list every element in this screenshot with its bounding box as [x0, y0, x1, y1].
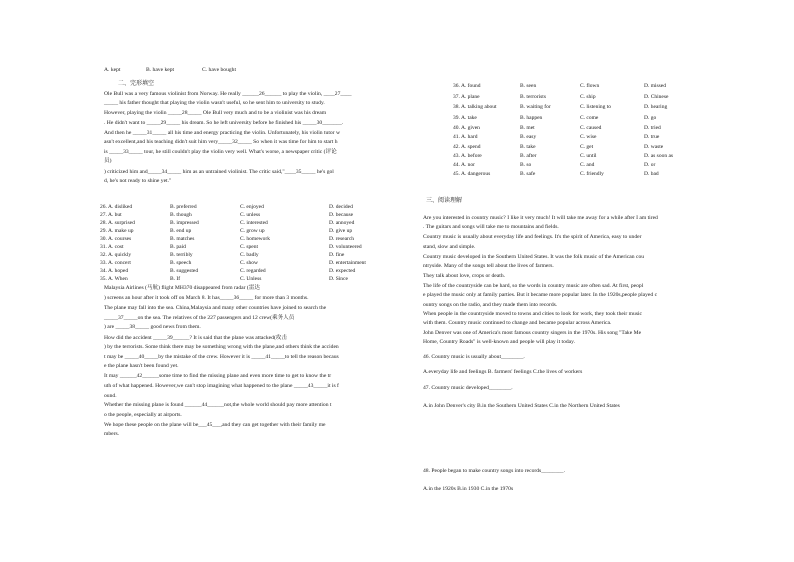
option-d: D. give up	[329, 228, 353, 234]
option-d: D. tried	[644, 125, 661, 131]
passage-line: The plane may fall into the sea. China,Malaysia and many other countries have joined to search the	[104, 305, 327, 311]
option-b: B. take	[520, 144, 536, 150]
passage-line: Home, Country Roads" is well-known and people will play it today.	[423, 339, 575, 345]
question-46: 46. Country music is usually about________.	[423, 354, 525, 360]
option-number: 27. A. but	[100, 212, 122, 218]
passage-line: mbers.	[104, 431, 120, 437]
option-c: C. wise	[580, 134, 597, 140]
passage-line: ) screens an hour after it took off on March 8. It has_____36_____ for more than 3 months.	[104, 295, 309, 301]
option-b: B. suggested	[170, 268, 199, 274]
option-d: D. fine	[329, 252, 345, 258]
passage-line: ountry songs on the radio, and they made them into records.	[423, 302, 558, 308]
passage-line: How did the accident _____39______? It is said that the plane was attacked(攻击	[104, 335, 287, 341]
option-number: 38. A. talking about	[453, 104, 497, 110]
option-b: B. waiting for	[520, 104, 551, 110]
option-row	[100, 204, 404, 211]
option-row	[100, 212, 404, 219]
option-d: D. or	[644, 162, 656, 168]
option-b: B. met	[520, 125, 535, 131]
passage-line: Whether the missing plane is found ______44______not,the whole world should pay more attention t	[104, 402, 332, 408]
passage-line: John Denver was one of America's most famous country singers in the 1970s. His song "Take Me	[423, 330, 642, 336]
option-row	[100, 276, 404, 283]
left-column	[100, 0, 404, 562]
option-number: 39. A. take	[453, 115, 477, 121]
passage-line: Country music is usually about everyday life and feelings. It's the spirit of America, easy to under	[423, 234, 642, 240]
option-row	[453, 125, 703, 132]
option-row	[453, 83, 703, 90]
option-d: D. Since	[329, 276, 348, 282]
option-b: B. impressed	[170, 220, 199, 226]
option-b: B. have kept	[146, 67, 175, 73]
option-c: C. badly	[240, 252, 259, 258]
option-d: D. hearing	[644, 104, 668, 110]
passage-line: t may be _____40_____by the mistake of the crew. However it is _____41_____to tell the reason becaus	[104, 354, 339, 360]
option-c: C. enjoyed	[240, 204, 264, 210]
passage-line: ) are _____38_____ good news from them.	[104, 324, 201, 330]
option-number: 45. A. dangerous	[453, 171, 491, 177]
option-b: B. easy	[520, 134, 537, 140]
section-title-reading: 三、阅读理解	[426, 198, 463, 204]
option-d: D. bad	[644, 171, 659, 177]
passage-line: ) by the terrorists. Some think there may be something wrong with the plane,and others think the acciden	[104, 344, 339, 350]
option-row	[100, 220, 404, 227]
option-d: D. as soon as	[644, 153, 674, 159]
option-d: D. Chinese	[644, 94, 669, 100]
option-c: C. interested	[240, 220, 268, 226]
option-row	[453, 171, 703, 178]
passage-line: asn't excellent,and his teaching didn't suit him very_____32_____ So when it was time for him to start h	[104, 139, 338, 145]
option-d: D. research	[329, 236, 355, 242]
option-c: C. regarded	[240, 268, 266, 274]
option-b: B. terrorists	[520, 94, 546, 100]
question-48-options: A.in the 1920s B.in 1930 C.in the 1970s	[423, 486, 514, 492]
option-row	[100, 268, 404, 275]
passage-line: . The guitars and songs will take me to mountains and fields.	[423, 224, 559, 230]
option-row	[100, 244, 404, 251]
option-c: C. come	[580, 115, 599, 121]
option-number: 34. A. hoped	[100, 268, 129, 274]
option-c: C. spent	[240, 244, 259, 250]
option-d: D. decided	[329, 204, 353, 210]
passage-line: ound.	[104, 393, 117, 399]
option-c: C. caused	[580, 125, 602, 131]
option-row	[453, 134, 703, 141]
passage-line: e the plane hasn't been found yet.	[104, 363, 179, 369]
passage-line: Ole Bull was a very famous violinist from Norway. He really ______26______ to play the violin, ____27____	[104, 91, 352, 97]
option-b: B. so	[520, 162, 532, 168]
option-d: D. true	[644, 134, 660, 140]
passage-line: ntryside. Many of the songs tell about the lives of farmers.	[423, 263, 554, 269]
option-c: C. have bought	[202, 67, 237, 73]
passage-line: They talk about love, crops or death.	[423, 273, 506, 279]
passage-line: We hope these people on the plane will be___45___,and they can get together with their family me	[104, 422, 326, 428]
question-48: 48. People began to make country songs into records________.	[423, 468, 565, 474]
option-number: 43. A. before	[453, 153, 482, 159]
option-d: D. entertainment	[329, 260, 366, 266]
question-46-options: A.everyday life and feelings B. farmers' feelings C.the lives of workers	[423, 369, 583, 375]
question-47-options: A.in John Denver's city B.in the Southern United States C.in the Northern United States	[423, 403, 620, 409]
option-number: 41. A. hard	[453, 134, 478, 140]
option-row	[453, 104, 703, 111]
option-number: 37. A. plane	[453, 94, 480, 100]
passage-line: _____37_____on the sea. The relatives of the 227 passengers and 12 crew(乘务人员	[104, 315, 295, 321]
passage-line: The life of the countryside can be hard, so the words in country music are often sad. At first, peopl	[423, 283, 644, 289]
option-b: B. preferred	[170, 204, 197, 210]
passage-line: 员)	[104, 158, 112, 164]
option-row	[100, 236, 404, 243]
passage-line: And then he _____31_____ all his time and energy practicing the violin. Unfortunately, his violin tutor w	[104, 130, 340, 136]
option-b: B. end up	[170, 228, 192, 234]
passage-line: Country music developed in the Southern United States. It was the folk music of the American cou	[423, 254, 645, 260]
option-b: B. though	[170, 212, 192, 218]
option-d: D. annoyed	[329, 220, 355, 226]
option-number: 42. A. spend	[453, 144, 481, 150]
option-b: B. seen	[520, 83, 537, 89]
option-row	[453, 144, 703, 151]
option-row	[453, 153, 703, 160]
option-number: 30. A. courses	[100, 236, 132, 242]
option-number: 29. A. make up	[100, 228, 134, 234]
option-row	[453, 162, 703, 169]
option-d: D. volunteered	[329, 244, 362, 250]
option-c: C. Unless	[240, 276, 262, 282]
passage-line: Are you interested in country music? I like it very much! It will take me away for a while after I am tired	[423, 215, 658, 221]
option-a: A. kept	[104, 67, 121, 73]
option-b: B. matches	[170, 236, 195, 242]
passage-line: _____ his father thought that playing the violin wasn't useful, so he sent him to university to study.	[104, 100, 325, 106]
option-number: 40. A. given	[453, 125, 480, 131]
right-column	[423, 0, 703, 562]
option-c: C. get	[580, 144, 594, 150]
option-b: B. happen	[520, 115, 543, 121]
option-row	[100, 252, 404, 259]
passage-line: uth of what happened. However,we can't stop imagining what happened to the plane _____43_____it is f	[104, 383, 339, 389]
top-options-row	[104, 67, 237, 74]
option-c: C. show	[240, 260, 259, 266]
option-number: 28. A. surprised	[100, 220, 135, 226]
passage-line: stand, slow and simple.	[423, 244, 476, 250]
passage-line: . He didn't want to _____29_____ his dream. So he left university before he finished his _____30_______.	[104, 120, 344, 126]
option-number: 36. A. found	[453, 83, 481, 89]
passage-line: o the people, especially at airports.	[104, 412, 182, 418]
option-c: C. until	[580, 153, 597, 159]
option-number: 31. A. cost	[100, 244, 124, 250]
option-c: C. and	[580, 162, 595, 168]
option-d: D. expected	[329, 268, 356, 274]
option-d: D. waste	[644, 144, 664, 150]
passage-line: However, playing the violin _____28_____ Ole Bull very much and to be a violinist was his dream	[104, 110, 327, 116]
option-b: B. speech	[170, 260, 192, 266]
option-row	[453, 94, 703, 101]
option-number: 32. A. quickly	[100, 252, 132, 258]
option-c: C. grow up	[240, 228, 265, 234]
option-number: 44. A. nor	[453, 162, 475, 168]
option-number: 33. A. concert	[100, 260, 131, 266]
option-d: D. because	[329, 212, 354, 218]
question-47: 47. Country music developed________.	[423, 385, 513, 391]
option-c: C. listening to	[580, 104, 612, 110]
passage-line: with them. Country music continued to change and became popular across America.	[423, 320, 612, 326]
option-row	[100, 260, 404, 267]
passage-line: d, he's not ready to shine yet."	[104, 178, 172, 184]
option-b: B. paid	[170, 244, 186, 250]
passage-line: When people in the countryside moved to towns and cities to look for work, they took their music	[423, 311, 643, 317]
passage-line: It may ______42______some time to find the missing plane and even more time to get to know the tr	[104, 373, 332, 379]
option-number: 35. A. When	[100, 276, 128, 282]
option-row	[453, 115, 703, 122]
section-title-cloze: 二、完形填空	[118, 81, 155, 87]
passage-line: e played the music only at family parties. But it became more popular later. In the 1920s,people played c	[423, 292, 658, 298]
option-b: B. safe	[520, 171, 536, 177]
option-c: C. flown	[580, 83, 600, 89]
option-b: B. terribly	[170, 252, 193, 258]
option-d: D. missed	[644, 83, 666, 89]
option-d: D. go	[644, 115, 657, 121]
option-c: C. unless	[240, 212, 261, 218]
option-b: B. If	[170, 276, 181, 282]
option-c: C. friendly	[580, 171, 604, 177]
option-c: C. ship	[580, 94, 596, 100]
option-row	[100, 228, 404, 235]
passage-line: ) criticized him and_____34_____ him as an untrained violinist. The critic said,"____35_____ he's gol	[104, 169, 334, 175]
passage-line: is _____33_____ tour, he still couldn't play the violin very well. What's worse, a newspaper critic (评论	[104, 149, 337, 155]
option-number: 26. A. disliked	[100, 204, 133, 210]
option-b: B. after	[520, 153, 537, 159]
passage-line: Malaysia Airlines (马航) flight MH370 disappeared from radar (雷达	[104, 285, 260, 291]
option-c: C. homework	[240, 236, 270, 242]
